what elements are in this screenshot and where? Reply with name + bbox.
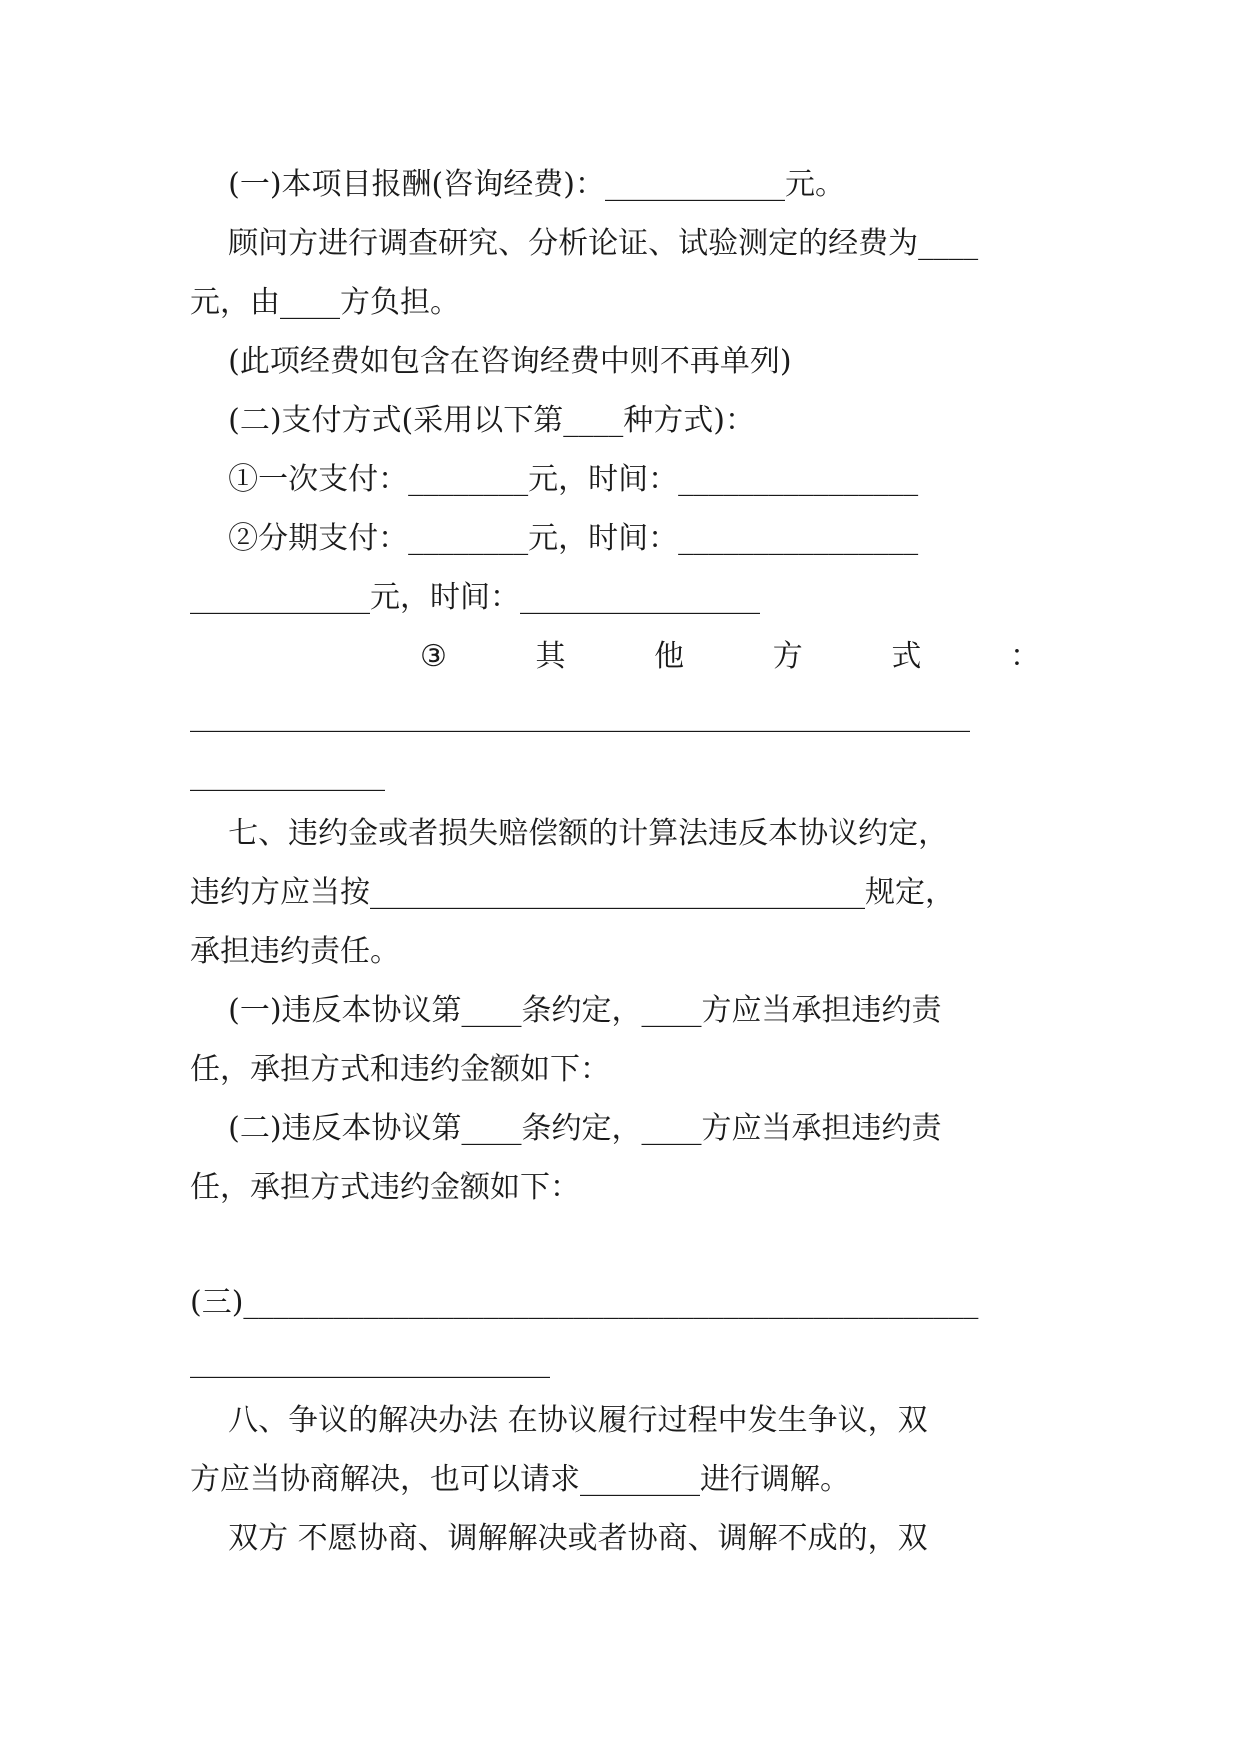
breach-clause-2: (二)违反本协议第____条约定，____方应当承担违约责 xyxy=(190,1111,942,1146)
breach-clause-1-cont: 任，承担方式和违约金额如下： xyxy=(190,1052,610,1087)
fee-line: (一)本项目报酬(咨询经费)：____________元。 xyxy=(190,167,845,202)
blank-line: _____________ xyxy=(190,757,385,792)
breach-liability-line: 承担违约责任。 xyxy=(190,934,400,969)
other-means-line xyxy=(420,637,1040,677)
other-means-colon: ： xyxy=(1009,639,1040,674)
other-means-char: 方 xyxy=(772,639,803,674)
research-fee-bearer-line: 元，由____方负担。 xyxy=(190,285,460,320)
other-means-char: 其 xyxy=(535,639,566,674)
mediation-line: 方应当协商解决，也可以请求________进行调解。 xyxy=(190,1462,850,1497)
breach-party-line: 违约方应当按_________________________________规定， xyxy=(190,875,955,910)
breach-clause-2-cont: 任，承担方式违约金额如下： xyxy=(190,1170,580,1205)
other-means-marker: ③ xyxy=(420,639,447,674)
research-fee-line: 顾问方进行调查研究、分析论证、试验测定的经费为____ xyxy=(190,226,979,261)
section-eight-heading: 八、争议的解决办法 在协议履行过程中发生争议，双 xyxy=(190,1403,928,1438)
breach-clause-1: (一)违反本协议第____条约定，____方应当承担违约责 xyxy=(190,993,942,1028)
dispute-line: 双方 不愿协商、调解解决或者协商、调解不成的，双 xyxy=(190,1521,928,1556)
installment-line: ②分期支付：________元，时间：________________ xyxy=(190,521,919,556)
blank-line: ____________________________________________________ xyxy=(190,698,970,733)
breach-clause-3: (三)_________________________________________________ xyxy=(190,1285,979,1320)
other-means-char: 式 xyxy=(891,639,922,674)
lump-sum-line: ①一次支付：________元，时间：________________ xyxy=(190,462,919,497)
installment-line-2: ____________元，时间：________________ xyxy=(190,580,760,615)
section-seven-heading: 七、违约金或者损失赔偿额的计算法违反本协议约定， xyxy=(190,816,949,851)
blank-line: ________________________ xyxy=(190,1344,550,1379)
fee-note-line: (此项经费如包含在咨询经费中则不再单列) xyxy=(190,344,792,379)
payment-method-line: (二)支付方式(采用以下第____种方式)： xyxy=(190,403,755,438)
other-means-char: 他 xyxy=(654,639,685,674)
